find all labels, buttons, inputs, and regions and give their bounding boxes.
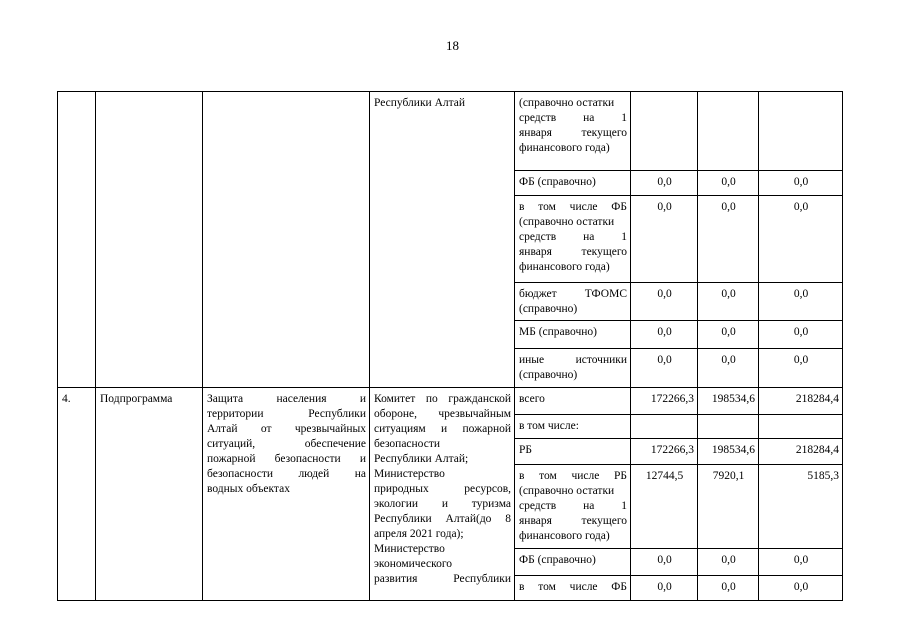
source-cell (515, 171, 631, 196)
source-cell (515, 415, 631, 439)
source-line: января текущего (519, 127, 627, 139)
section-number: 4. (58, 388, 96, 601)
source-line: МБ (справочно) (519, 326, 597, 338)
source-line: всего (519, 393, 545, 405)
program-funding-table (57, 91, 843, 601)
executor-cell (370, 92, 515, 388)
executor-line: Республики Алтай(до 8 (374, 513, 511, 525)
value-cell: 218284,4 (759, 439, 843, 465)
source-cell (515, 321, 631, 349)
value-cell: 0,0 (759, 196, 843, 283)
source-line: (справочно) (519, 369, 578, 381)
executor-line: Министерство (374, 468, 445, 480)
value-cell: 218284,4 (759, 388, 843, 415)
source-line: в том числе РБ (519, 470, 627, 482)
subprogram-name (203, 388, 370, 601)
number-cell-empty (58, 92, 96, 388)
value-cell: 0,0 (631, 321, 698, 349)
page-number: 18 (446, 38, 459, 53)
source-line: финансового года) (519, 261, 610, 273)
value-cell: 0,0 (631, 349, 698, 388)
value-cell: 0,0 (698, 576, 759, 601)
source-line: января текущего (519, 515, 627, 527)
value-cell: 0,0 (698, 171, 759, 196)
source-line: (справочно) (519, 303, 578, 315)
value-cell: 0,0 (698, 321, 759, 349)
source-cell (515, 465, 631, 549)
value-cell: 0,0 (698, 549, 759, 576)
source-line: января текущего (519, 246, 627, 258)
source-line: бюджет ТФОМС (519, 288, 627, 300)
name-line: ситуаций, обеспечение (207, 438, 366, 450)
source-line: РБ (519, 444, 532, 456)
executor-line: Министерство (374, 543, 445, 555)
source-line: средств на 1 (519, 231, 627, 243)
executor-line: Республики Алтай; (374, 453, 469, 465)
source-line: (справочно остатки (519, 216, 615, 228)
value-cell: 0,0 (631, 283, 698, 321)
table-row (58, 92, 843, 171)
source-cell (515, 576, 631, 601)
table-row (58, 388, 843, 415)
value-cell: 0,0 (759, 349, 843, 388)
value-cell (631, 92, 698, 171)
executor-line: экономического (374, 558, 453, 570)
value-cell: 0,0 (631, 171, 698, 196)
executor-line: ситуациям и пожарной (374, 423, 511, 435)
value-cell: 0,0 (759, 321, 843, 349)
value-cell: 198534,6 (698, 388, 759, 415)
value-cell: 0,0 (631, 549, 698, 576)
value-cell: 172266,3 (631, 388, 698, 415)
executor-cell (370, 388, 515, 601)
name-line: водных объектах (207, 483, 290, 495)
value-cell: 0,0 (698, 349, 759, 388)
name-line: пожарной безопасности и (207, 453, 366, 465)
value-cell: 12744,5 (631, 465, 698, 549)
value-cell: 7920,1 (698, 465, 759, 549)
executor-line: развития Республики (374, 573, 511, 585)
type-cell-empty (96, 92, 203, 388)
source-line: в том числе ФБ (519, 201, 627, 213)
source-line: ФБ (справочно) (519, 554, 596, 566)
executor-line: природных ресурсов, (374, 483, 511, 495)
value-cell: 0,0 (631, 196, 698, 283)
executor-line: Комитет по гражданской (374, 393, 511, 405)
value-cell: 0,0 (698, 283, 759, 321)
source-line: в том числе ФБ (519, 581, 627, 593)
name-line: безопасности людей на (207, 468, 366, 480)
source-line: ФБ (справочно) (519, 176, 596, 188)
name-cell-empty (203, 92, 370, 388)
source-cell (515, 439, 631, 465)
executor-line: безопасности (374, 438, 441, 450)
source-line: финансового года) (519, 142, 610, 154)
value-cell (698, 415, 759, 439)
value-cell: 5185,3 (759, 465, 843, 549)
section-type: Подпрограмма (96, 388, 203, 601)
source-line: иные источники (519, 354, 627, 366)
source-line: средств на 1 (519, 112, 627, 124)
value-cell: 0,0 (759, 576, 843, 601)
executor-text: Республики Алтай (374, 97, 466, 109)
source-cell (515, 92, 631, 171)
value-cell (759, 92, 843, 171)
name-line: территории Республики (207, 408, 366, 420)
value-cell: 0,0 (759, 549, 843, 576)
source-cell (515, 388, 631, 415)
executor-line: экологии и туризма (374, 498, 511, 510)
source-cell (515, 196, 631, 283)
source-cell (515, 283, 631, 321)
source-line: финансового года) (519, 530, 610, 542)
value-cell: 0,0 (698, 196, 759, 283)
value-cell: 0,0 (759, 283, 843, 321)
source-line: (справочно остатки (519, 485, 615, 497)
source-line: в том числе: (519, 420, 579, 432)
value-cell: 0,0 (631, 576, 698, 601)
value-cell (631, 415, 698, 439)
executor-line: апреля 2021 года); (374, 528, 464, 540)
source-cell (515, 349, 631, 388)
value-cell (698, 92, 759, 171)
value-cell: 198534,6 (698, 439, 759, 465)
source-line: (справочно остатки (519, 97, 615, 109)
name-line: Защита населения и (207, 393, 366, 405)
value-cell: 172266,3 (631, 439, 698, 465)
value-cell (759, 415, 843, 439)
name-line: Алтай от чрезвычайных (207, 423, 366, 435)
source-cell (515, 549, 631, 576)
source-line: средств на 1 (519, 500, 627, 512)
value-cell: 0,0 (759, 171, 843, 196)
executor-line: обороне, чрезвычайным (374, 408, 511, 420)
